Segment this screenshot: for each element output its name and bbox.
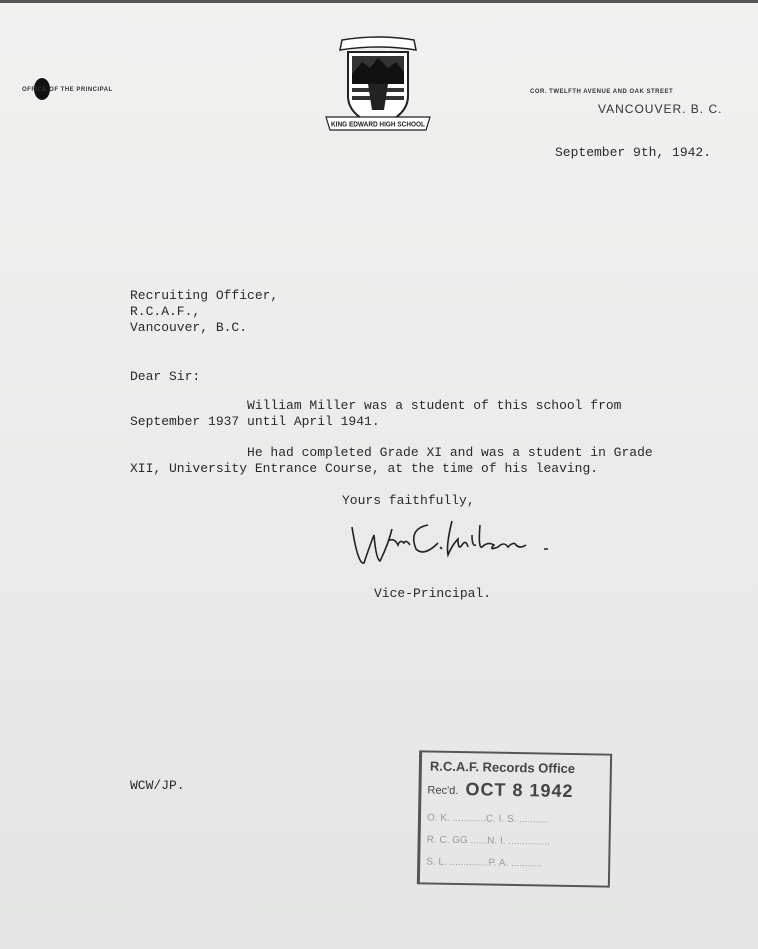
stamp-line: R. C. GG ......N. I. ............... [426, 834, 551, 848]
office-of-principal: OFFICE OF THE PRINCIPAL [22, 87, 113, 93]
body-line: September 1937 until April 1941. [130, 414, 380, 429]
received-stamp [417, 750, 612, 887]
body-line: XII, University Entrance Course, at the time of his leaving. [130, 461, 599, 476]
body-line: William Miller was a student of this school from [130, 398, 622, 413]
stamp-line: S. L. ..............P. A. ........... [426, 856, 542, 870]
crest-banner-text: KING EDWARD HIGH SCHOOL [331, 121, 426, 129]
stamp-received-label: Rec'd. [427, 784, 459, 798]
body-line: He had completed Grade XI and was a student in Grade [130, 445, 653, 460]
school-crest-icon [324, 34, 432, 134]
stamp-received-date: OCT 8 1942 [465, 779, 574, 802]
recipient-line: R.C.A.F., [130, 304, 201, 319]
salutation: Dear Sir: [130, 369, 201, 384]
recipient-line: Recruiting Officer, [130, 288, 279, 303]
handwritten-signature [348, 515, 568, 575]
stamp-line: O. K. ............C. I. S. .......... [426, 812, 548, 826]
recipient-line: Vancouver, B.C. [130, 320, 248, 335]
stamp-title: R.C.A.F. Records Office [429, 758, 576, 777]
scan-edge [0, 0, 758, 3]
signer-title: Vice-Principal. [374, 586, 492, 601]
school-address: COR. TWELFTH AVENUE AND OAK STREET [530, 89, 674, 95]
school-city: VANCOUVER. B. C. [598, 102, 723, 116]
letter-date: September 9th, 1942. [555, 145, 712, 160]
closing: Yours faithfully, [342, 493, 475, 508]
reference-initials: WCW/JP. [130, 778, 185, 793]
